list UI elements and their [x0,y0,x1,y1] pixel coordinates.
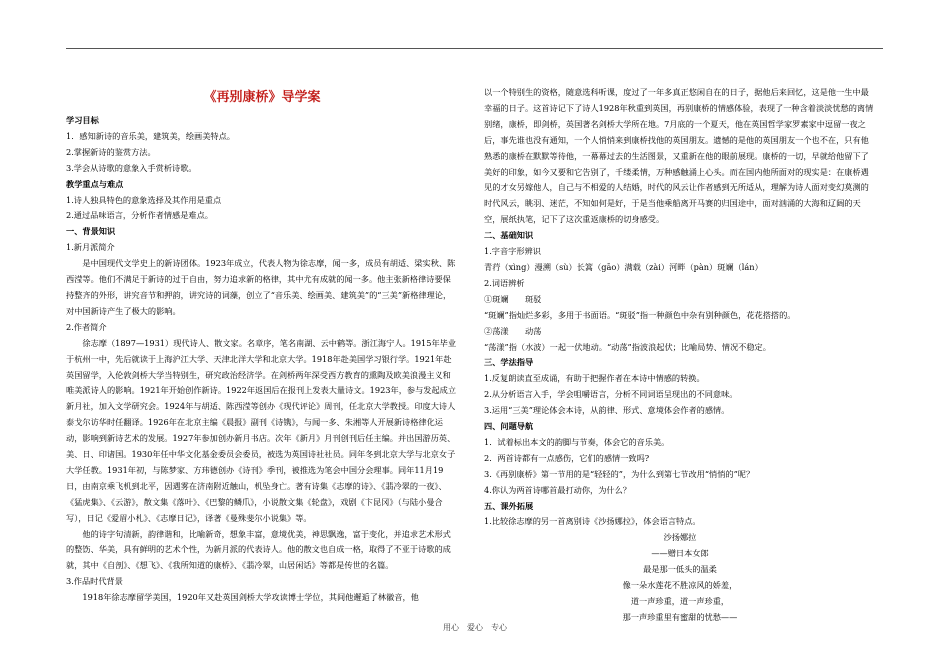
text-line: 以一个特别生的资格，随意选科听课，度过了一年多真正悠闲自在的日子，据他后来回忆，这是他一生中最幸福的日子。这首诗记下了诗人1928年秋重到英国，再别康桥的情感体验，表现了一种含着淡淡忧愁的离情别绪，康桥，即剑桥，英国著名剑桥大学所在地。7月底的一个夏天，他在英国哲学家罗素家中逗留一夜之后，事先谁也没有通知，一个人悄悄来到康桥找他的英国朋友。遗憾的是他的英国朋友一个也不在，只有他熟悉的康桥在默默等待他，一幕幕过去的生活图景，又重新在他的眼前展现。康桥的一切，早就给他留下了美好的印象，如今又要和它告别了，千缕柔情，万种感触涌上心头。而在国内他所面对的现实是：在康桥遇见的才女另嫁他人，自己与不相爱的人结婚，时代的风云让作者感到无所适从，理解为诗人面对变幻莫测的时代风云，眺羽、迷茫，不知如何是好，于是当他乘船离开马赛的归国途中，面对汹涌的大海和辽阔的天空，展纸执笔，记下了这次重返康桥的切身感受。 [484,87,874,225]
left-column [66,85,458,606]
text-line: ②荡漾 动荡 [484,325,542,336]
body-paragraph: 1918年徐志摩留学美国，1920年又赴英国剑桥大学攻读博士学位，其间他邂逅了林徽音，他 [82,592,419,603]
text-line: 3.学会从诗歌的意象入手赏析诗歌。 [66,162,197,173]
text-line: 1．感知新诗的音乐美，建筑美，绘画美特点。 [66,130,235,141]
left-column-body [66,113,458,606]
poem-line: 那一声珍重里有蜜甜的忧愁—— [622,611,738,622]
text-line: “斑斓”指灿烂多彩，多用于书面语。“斑驳”指一种颜色中杂有别种颜色，花花搭搭的。 [484,309,796,320]
page-footer: 用心 爱心 专心 [443,623,507,632]
body-paragraph: 他的诗字句清新，韵律谐和，比喻新奇，想象丰富，意境优美，神思飘逸，富于变化，并追求艺术形式的整饬、华美，具有鲜明的艺术个性，为新月派的代表诗人。他的散文也自成一格，取得了不亚于诗歌的成就，其中《自剖》、《想飞》、《我所知道的康桥》、《翡冷翠，山居闲话》等都是传世的名篇。 [66,528,451,571]
text-line: 2．两首诗都有一点感伤，它们的感情一致吗? [484,452,650,463]
text-line: 2.掌握新诗的鉴赏方法。 [66,146,156,157]
body-paragraph: 徐志摩（1897—1931）现代诗人、散文家。名章序，笔名南湖、云中鹤等。浙江海宁人。1915年毕业于杭州一中，先后就读于上海沪江大学、天津北洋大学和北京大学。1918年赴美国学习银行学。1921年赴英国留学，入伦敦剑桥大学当特别生，研究政治经济学。在剑桥两年深受西方教育的熏陶及欧美浪漫主义和唯美派诗人的影响。1921年开始创作新诗。1922年返国后在报刊上发表大量诗文。1923年，参与发起成立新月社，加入文学研究会。1924年与胡适、陈西滢等创办《现代评论》周刊，任北京大学教授。印度大诗人泰戈尔访华时任翻译。1926年在北京主编《晨报》副刊《诗镌》，与闻一多、朱湘等人开展新诗格律化运动，影响到新诗艺术的发展。1927年参加创办新月书店。次年《新月》月刊创刊后任主编。并出国游历英、美、日、印诸国。1930年任中华文化基金委员会委员，被选为英国诗社社员。同年冬到北京大学与北京女子大学任教。1931年初，与陈梦家、方玮德创办《诗刊》季刊，被推选为笔会中国分会理事。同年11月19日，由南京乘飞机到北平，因遇雾在济南附近触山，机坠身亡。著有诗集《志摩的诗》、《翡冷翠的一夜》、《猛虎集》、《云游》，散文集《落叶》、《巴黎的鳞爪》，小说散文集《轮盘》，戏剧《卞昆冈》（与陆小曼合写），日记《爱眉小札》、《志摩日记》，译著《曼殊斐尔小说集》等。 [66,337,457,523]
text-line: 1.字音字形辨识 [484,246,541,257]
section-heading: 学习目标 [66,115,99,125]
text-line: 3.运用“三美”理论体会本诗，从韵律、形式、意境体会作者的感情。 [484,405,730,416]
poem-line: 沙扬娜拉 [663,532,697,543]
text-line: 2.通过品味语言，分析作者情感是难点。 [66,210,213,221]
body-paragraph: 是中国现代文学史上的新诗团体。1923年成立，代表人物为徐志摩，闻一多，成员有胡适、梁实秋、陈西滢等。他们不满足于新诗的过于自由，努力追求新的格律，其中尤有成就的闻一多。他主张新格律诗要保持整齐的外形，讲究音节和押韵，讲究诗的词藻，创立了“音乐美、绘画美、建筑美”的“三美”新格律理论，对中国新诗产生了极大的影响。 [66,258,456,316]
text-line: 2.作者简介 [66,321,107,332]
text-line: ①斑斓 斑驳 [484,293,542,304]
text-line: 2.从分析语言入手，学会咀嚼语言，分析不同词语呈现出的不同意味。 [484,389,738,400]
right-column [484,85,876,626]
poem-line: 像一朵水莲花不胜凉风的娇羞， [622,580,738,591]
poem-line: 最是那一低头的温柔 [643,564,717,575]
text-line: “荡漾”指（水波）一起一伏地动。“动荡”指波浪起伏；比喻局势、情况不稳定。 [484,341,771,352]
header-rule [66,48,883,49]
text-line: 3.《再别康桥》第一节用的是“轻轻的”，为什么到第七节改用“悄悄的”呢？ [484,468,755,479]
text-line: 2.词语辨析 [484,277,525,288]
section-heading: 三、学法指导 [484,357,534,368]
text-line: 1.诗人独具特色的意象选择及其作用是重点 [66,194,222,205]
section-heading: 教学重点与难点 [66,178,124,189]
text-line: 1.反复朗读直至成诵，有助于把握作者在本诗中情感的转换。 [484,373,705,384]
text-line: 3.作品时代背景 [66,576,123,587]
text-line: 4.你认为两首诗哪首最打动你，为什么？ [484,484,631,495]
text-line: 1.新月派简介 [66,242,115,253]
text-line: 青荇（xìng）漫溯（sù）长篙（gāo）满载（zài）河畔（pàn）斑斓（lán） [484,261,763,272]
section-heading: 二、基础知识 [484,230,534,241]
document-title: 《再别康桥》导学案 [203,90,321,105]
section-heading: 一、背景知识 [66,226,116,237]
poem-line: ——赠日本女郎 [651,548,709,559]
section-heading: 四、问题导航 [484,421,534,432]
section-heading: 五、课外拓展 [484,500,534,511]
text-line: 1.比较徐志摩的另一首离别诗《沙扬娜拉》，体会语言特点。 [484,516,701,527]
right-column-body [484,85,876,626]
poem-line: 道一声珍重，道一声珍重， [630,596,730,606]
text-line: 1．试着标出本文的韵脚与节奏，体会它的音乐美。 [484,436,670,447]
